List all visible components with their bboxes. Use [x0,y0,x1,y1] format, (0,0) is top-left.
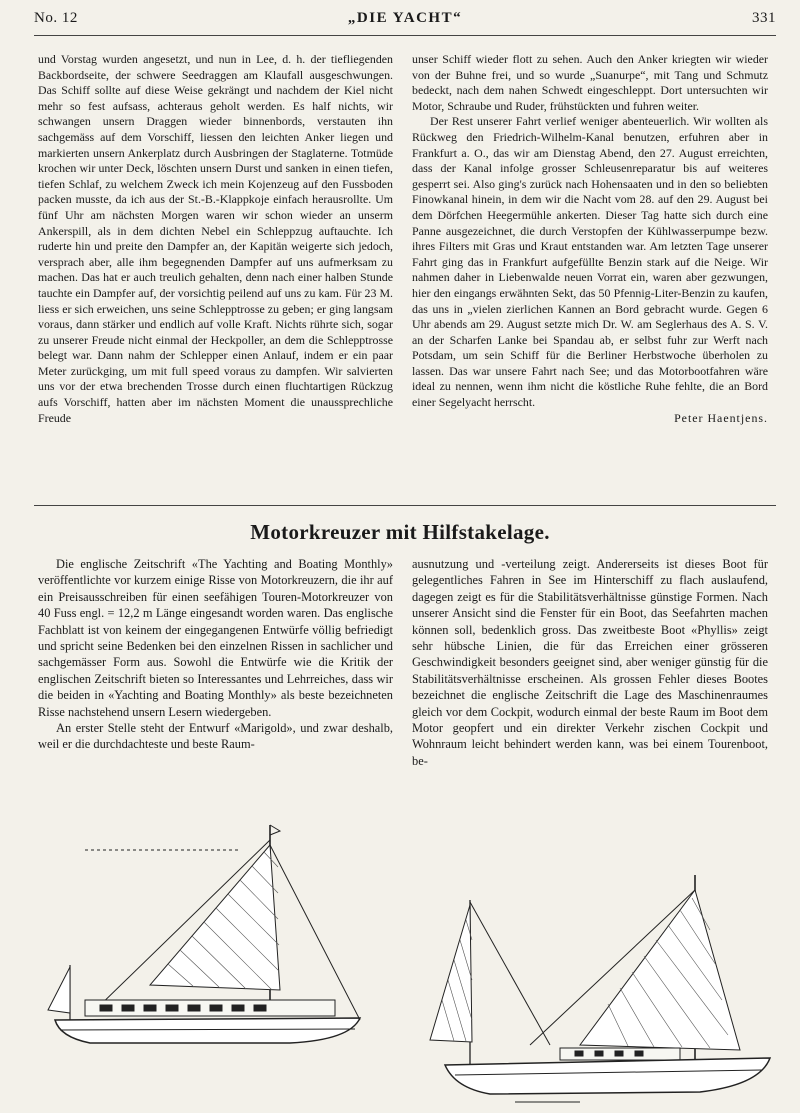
journal-title: „DIE YACHT“ [347,10,463,26]
article2-column-right [412,556,768,769]
article2-column-left [38,556,393,753]
boat-marigold-drawing [30,815,370,1055]
issue-number: No. 12 [34,10,78,26]
paragraph: ausnutzung und -verteilung zeigt. Andererseits ist dieses Boot für gelegentliches Fahren in See im Hinterschiff zu flach auslaufend, dagegen zeigt es für die Stabilitätsverhältnisse günstige Formen. Nach unserer Ansicht sind die Fenster für ein Boot, das Seefahrten machen können soll, bedenklich gross. Das zweitbeste Boot «Phyllis» zeigt sehr hübsche Linien, die für das Erreichen einer grösseren Geschwindigkeit besonders geeignet sind, aber weniger günstig für die Stabilitätsverhältnisse erscheinen. Als grossen Fehler dieses Bootes bezeichnet die englische Zeitschrift die Lage des Maschinenraumes gleich vor dem Cockpit, wodurch einmal der beste Raum im Boot dem Motor geopfert und ein direkter Verkehr zischen Cockpit und Wohnraum leicht behindert werden kann, was bei einem Tourenboot, be- [412,557,768,768]
running-header [34,6,776,32]
paragraph: und Vorstag wurden angesetzt, und nun in Lee, d. h. der tiefliegenden Backbordseite, der schwere Seedraggen am Klaufall ausgeschwungen. Das Schiff sollte auf diese Weise gekrängt und nachdem der Kiel nicht mehr so fest aufsass, achteraus geholt werden. Es half nichts, wir schwangen unsern Draggen wieder binnenbords, verstauten ihn sachgemäss auf dem Vorschiff, liessen den leichten Anker liegen und markierten unsern Ankerplatz durch Ausbringen der Staglaterne. Totmüde krochen wir unter Deck, löschten unsern Durst und sanken in einen tiefen, tiefen Schlaf, zu welchem Zweck ich mein Kojenzeug auf den Fussboden packen musste, da ich aus der St.-B.-Klappkoje einfach herausrollte. Um fünf Uhr am nächsten Morgen waren wir schon wieder an unserm Ankerspill, als in dem dichten Nebel ein Schleppzug auftauchte. Ich ruderte hin und preite den Dampfer an, der Kapitän weigerte sich jedoch, versprach aber, alle ihm begegnenden Dampfer auf uns aufmerksam zu machen. Das hat er auch treulich gehalten, denn nach einer halben Stunde tauchte ein Dampfer auf, der vorsichtig peilend auf uns zu kam. Für 23 M. liess er sich erweichen, uns seine Schlepptrosse zu geben; er ging langsam voraus, dann stärker und endlich auf volle Kraft. Nichts rührte sich, sogar zu unserer Freude nicht einmal der Heckpoller, an dem die Schlepptrosse belegt war. Dann nahm der Schlepper einen Anlauf, indem er ein paar Meter zurückging, um mit full speed voraus zu dampfen. Wir salvierten uns vor der etwa brechenden Trosse durch einen fluchtartigen Rückzug aufs Vorschiff, hatten aber im nächsten Moment die unaussprechliche Freude [38,52,393,425]
article1-column-left [38,52,393,426]
page-number: 331 [752,10,776,26]
boat-phyllis-drawing [410,870,790,1110]
author-signature: Peter Haentjens. [674,410,768,425]
article1-column-right [412,52,768,426]
paragraph: unser Schiff wieder flott zu sehen. Auch den Anker kriegten wir wieder von der Buhne frei, und so wurde „Suanurpe“, mit Tang und Schmutz bedeckt, nach dem nahen Schwedt eingeschleppt. Dort untersuchten wir Motor, Schraube und Ruder, frühstückten und fuhren weiter. [412,52,768,113]
paragraph: An erster Stelle steht der Entwurf «Marigold», und zwar deshalb, weil er die durchdachteste und beste Raum- [38,721,393,752]
paragraph: Die englische Zeitschrift «The Yachting and Boating Monthly» veröffentlichte vor kurzem einige Risse von Motorkreuzern, die ihr auf ein Preisausschreiben für einen seefähigen Touren-Motorkreuzer von 40 Fuss engl. = 12,2 m Länge eingesandt worden waren. Das englische Fachblatt ist von keinem der eingegangenen Entwürfe völlig befriedigt und spricht seine Bedenken bei den einzelnen Rissen in sachlicher und sachgemässer Form aus. Sowohl die Entwürfe wie die Kritik der englischen Zeitschrift bieten so Interessantes und Lehrreiches, dass wir die beiden in «Yachting and Boating Monthly» als beste bezeichneten Risse nachstehend unsern Lesern wiedergeben. [38,557,393,719]
section-rule [34,505,776,506]
article-title: Motorkreuzer mit Hilfstakelage. [250,520,550,544]
header-rule [34,35,776,36]
paragraph: Der Rest unserer Fahrt verlief weniger abenteuerlich. Wir wollten als Rückweg den Friedrich-Wilhelm-Kanal benutzen, erfuhren aber in Frankfurt a. O., das wir am Dienstag Abend, den 27. August erreichten, dass der Kanal infolge grosser Schleusenreparatur bis auf weiteres gesperrt sei. Also ging's zurück nach Hohensaaten und in den so beliebten Finowkanal hinein, in dem wir die Nacht vom 28. auf den 29. August bei dem Dörfchen Heegermühle ankerten. Dieser Tag hatte sich durch eine Panne ausgezeichnet, die durch Verstopfen der Kühlwasserpumpe bezw. ihres Filters mit Gras und Kraut entstanden war. Am letzten Tage unserer Fahrt ging das in Frankfurt aufgefüllte Benzin stark auf die Neige. Wir nahmen daher in Liebenwalde neuen Vorrat ein, waren aber gezwungen, hier den eingangs erwähnten Sekt, das 50 Pfennig-Liter-Benzin zu kaufen, das uns in „vielen zierlichen Kannen an Bord gebracht wurde. Gegen 6 Uhr abends am 29. August setzte mich Dr. W. am Seglerhaus des A. S. V. an der Scharfen Lanke bei Spandau ab, er selbst fuhr zur Werft nach Potsdam, um sein Schiff für die Berliner Herbstwoche überholen zu lassen. Das war unsere Fahrt nach See; und das Motorbootfahren wäre ideal zu nennen, wenn ihm nicht die köstliche Ruhe fehlte, die an Bord einer Segelyacht herrscht. [412,114,768,410]
